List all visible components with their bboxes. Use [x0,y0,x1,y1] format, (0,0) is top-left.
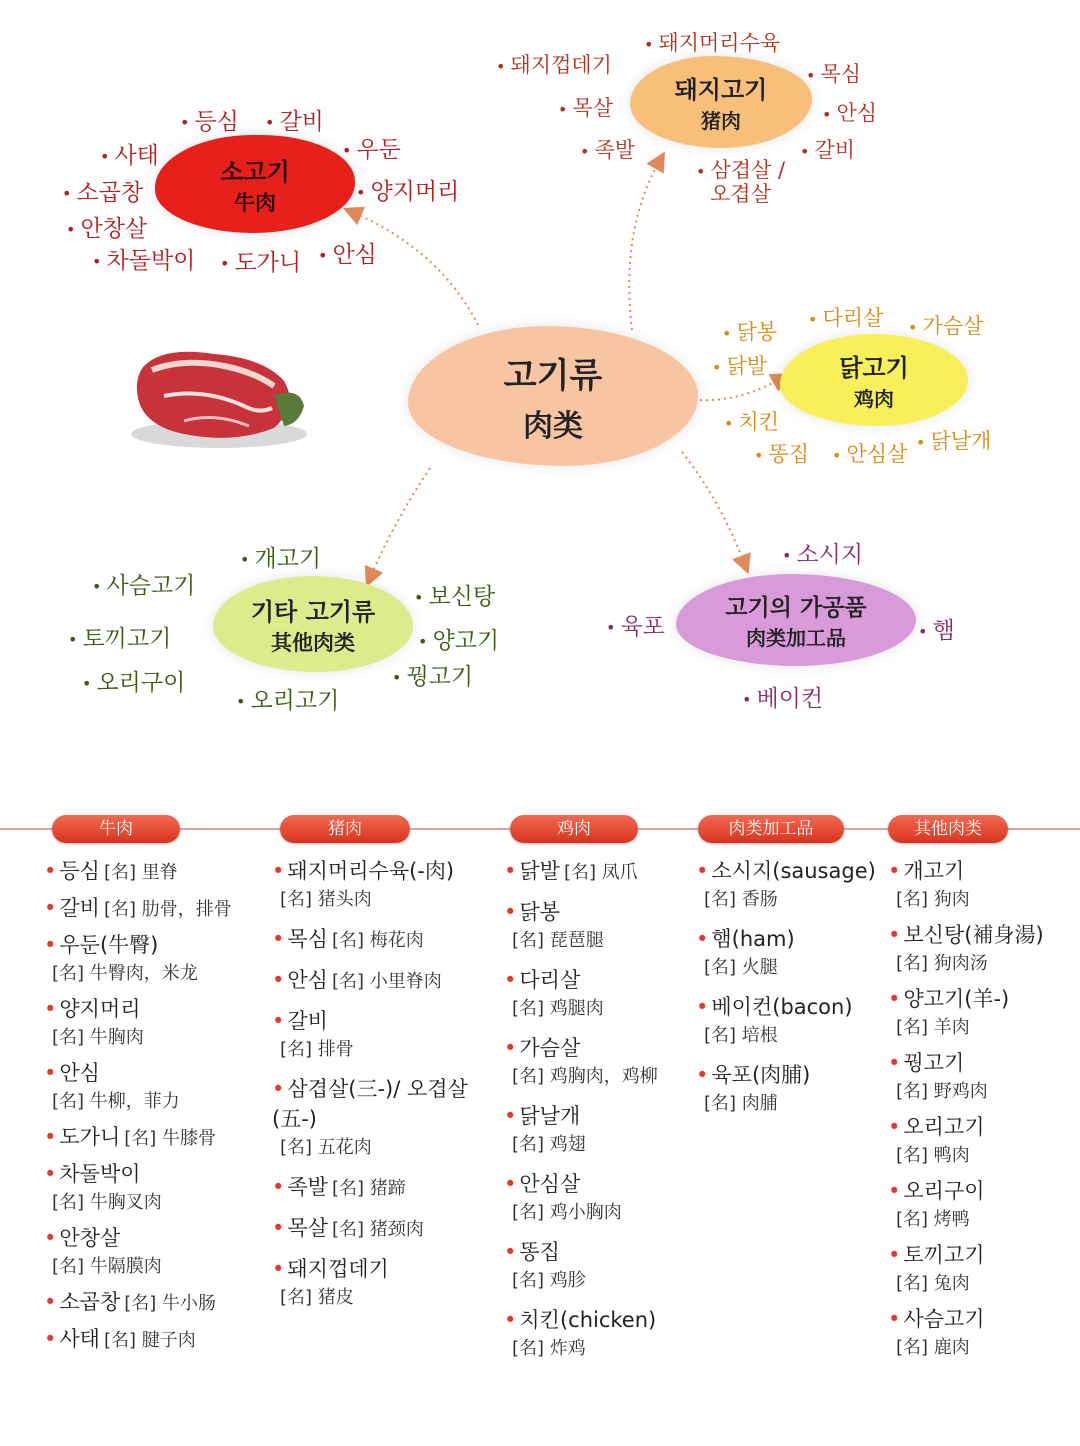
vocab-meaning: [名] 牛小肠 [124,1293,217,1314]
processed-term: • 육포 [606,608,665,641]
other-category [213,576,413,672]
chicken-title-ko: 닭고기 [839,354,909,382]
vocab-meaning: [名] 里脊 [103,862,178,883]
vocab-word: • 사슴고기 [888,1307,985,1331]
other-term: • 사슴고기 [92,567,195,600]
vocab-word: • 양지머리 [44,997,141,1021]
vocab-word: • 돼지껍데기 [272,1257,389,1281]
vocab-word: • 차돌박이 [44,1162,141,1186]
column-header-other: 其他肉类 [888,815,1008,843]
vocab-column-chicken [504,856,694,1373]
beef-term: • 양지머리 [356,173,459,206]
vocab-word: • 족발 [272,1175,328,1199]
vocab-entry [888,1240,1078,1298]
chicken-title-zh: 鸡肉 [854,387,894,411]
chicken-category [780,334,968,426]
vocab-meaning: [名] 培根 [704,1025,778,1046]
other-term: • 오리구이 [82,664,185,697]
processed-term: • 소시지 [782,536,863,569]
vocab-word: • 오리구이 [888,1179,985,1203]
vocab-meaning: [名] 牛膝骨 [124,1128,217,1149]
vocab-entry [272,1172,502,1203]
vocab-meaning: [名] 鸭肉 [896,1145,970,1166]
arrow-to-other [370,468,430,578]
vocab-word: • 햄(ham) [696,927,795,951]
vocab-word: • 안창살 [44,1226,120,1250]
processed-term: • 베이컨 [742,680,823,713]
vocab-entry [272,924,502,955]
vocab-word: • 등심 [44,859,100,883]
vocab-word: • 똥집 [504,1240,560,1264]
vocab-entry [272,1254,502,1312]
vocab-entry [44,1223,274,1281]
vocab-word: • 목심 [272,927,328,951]
vocab-meaning: [名] 腱子肉 [103,1330,196,1351]
chicken-term: • 닭봉 [722,316,777,346]
center-title-zh: 肉类 [523,408,583,444]
vocab-entry [504,1237,694,1295]
vocab-entry [504,1305,694,1363]
other-term: • 양고기 [418,622,499,655]
vocab-word: • 도가니 [44,1125,120,1149]
vocab-word: • 가슴살 [504,1036,580,1060]
vocab-word: • 베이컨(bacon) [696,995,853,1019]
vocab-word: • 치킨(chicken) [504,1308,656,1332]
vocab-entry [504,965,694,1023]
vocab-word: • 꿩고기 [888,1051,964,1075]
vocab-word: • 오리고기 [888,1115,985,1139]
beef-title-zh: 牛肉 [234,190,276,215]
vocab-entry [888,984,1078,1042]
vocab-word: • 삼겹살(三-)/ 오겹살(五-) [272,1077,468,1131]
vocab-column-beef [44,856,274,1361]
other-title-ko: 기타 고기류 [250,597,376,626]
vocab-entry [44,1058,274,1116]
vocab-entry [888,1048,1078,1106]
vocab-meaning: [名] 牛臀肉，米龙 [52,963,198,984]
vocab-word: • 보신탕(補身湯) [888,923,1044,947]
vocab-word: • 토끼고기 [888,1243,985,1267]
vocab-meaning: [名] 猪颈肉 [331,1219,424,1240]
vocab-entry [272,1006,502,1064]
vocab-word: • 돼지머리수육(-肉) [272,859,454,883]
other-term: • 토끼고기 [68,620,171,653]
column-header-processed: 肉类加工品 [698,815,844,843]
beef-term: • 우둔 [342,131,401,164]
chicken-term: • 가슴살 [908,310,983,340]
arrow-to-processed [682,452,745,565]
vocab-word: • 닭봉 [504,900,560,924]
pork-term: • 목심 [806,58,861,88]
vocab-meaning: [名] 鸡翅 [512,1134,586,1155]
vocab-meaning: [名] 鸡小胸肉 [512,1202,622,1223]
vocab-entry [272,1213,502,1244]
pork-title-ko: 돼지고기 [674,76,768,104]
processed-term: • 햄 [918,612,955,645]
vocab-meaning: [名] 肉脯 [704,1093,778,1114]
vocab-entry [888,1176,1078,1234]
vocab-meaning: [名] 肋骨，排骨 [103,899,232,920]
vocab-meaning: [名] 鸡胗 [512,1270,586,1291]
vocab-entry [888,920,1078,978]
vocab-word: • 닭발 [504,859,560,883]
vocab-column-pork [272,856,502,1322]
vocab-word: • 갈비 [272,1009,328,1033]
vocab-word: • 안심 [44,1061,100,1085]
vocab-word: • 안심살 [504,1172,580,1196]
vocab-entry [504,1033,694,1091]
chicken-term: • 닭날개 [916,425,991,455]
beef-term: • 도가니 [220,244,301,277]
beef-title-ko: 소고기 [220,157,290,186]
vocab-word: • 안심 [272,968,328,992]
vocab-entry [44,1324,274,1355]
chicken-term: • 다리살 [808,302,883,332]
chicken-term: • 치킨 [724,406,779,436]
beef-term: • 사태 [100,137,159,170]
vocab-meaning: [名] 鸡腿肉 [512,998,604,1019]
column-header-pork: 猪肉 [280,815,410,843]
vocab-meaning: [名] 小里脊肉 [331,971,442,992]
vocab-entry [272,965,502,996]
vocab-meaning: [名] 狗肉 [896,889,970,910]
steak-image [124,336,314,454]
beef-term: • 차돌박이 [92,242,195,275]
vocab-entry [504,897,694,955]
vocab-meaning: [名] 兔肉 [896,1273,970,1294]
pork-term: • 돼지껍데기 [496,49,612,79]
vocab-meaning: [名] 梅花肉 [331,930,424,951]
vocab-meaning: [名] 牛胸叉肉 [52,1192,162,1213]
vocab-word: • 소곱창 [44,1290,120,1314]
vocab-meaning: [名] 火腿 [704,957,778,978]
vocab-word: • 육포(肉脯) [696,1063,810,1087]
vocab-entry [888,1304,1078,1362]
vocab-meaning: [名] 排骨 [280,1039,354,1060]
other-term: • 오리고기 [236,682,339,715]
vocab-meaning: [名] 猪头肉 [280,889,372,910]
pork-term: • 갈비 [800,134,855,164]
vocab-entry [44,930,274,988]
arrow-to-pork [629,160,660,330]
pork-term-cont: 오겹살 [710,182,771,206]
vocab-entry [696,1060,886,1118]
vocab-meaning: [名] 香肠 [704,889,778,910]
vocab-column-processed [696,856,886,1128]
vocab-meaning: [名] 牛柳，菲力 [52,1091,180,1112]
vocab-entry [44,1287,274,1318]
vocab-word: • 사태 [44,1327,100,1351]
vocab-entry [696,924,886,982]
processed-title-zh: 肉类加工品 [746,626,846,650]
beef-term: • 안창살 [66,210,147,243]
column-header-chicken: 鸡肉 [510,815,638,843]
pork-term: • 목살 [558,92,613,122]
vocab-entry [272,1074,502,1162]
vocab-word: • 소시지(sausage) [696,859,876,883]
vocab-entry [504,1101,694,1159]
vocab-entry [504,856,694,887]
column-header-beef: 牛肉 [52,815,180,843]
other-term: • 보신탕 [414,578,495,611]
beef-term: • 안심 [318,236,377,269]
processed-title-ko: 고기의 가공품 [725,595,867,621]
vocab-meaning: [名] 鸡胸肉，鸡柳 [512,1066,658,1087]
vocab-entry [44,994,274,1052]
pork-term: • 안심 [822,97,877,127]
vocab-meaning: [名] 牛胸肉 [52,1027,144,1048]
pork-term: • 삼겹살 / [696,154,785,184]
vocab-entry [44,1159,274,1217]
vocab-meaning: [名] 牛隔膜肉 [52,1256,162,1277]
vocab-word: • 닭날개 [504,1104,580,1128]
vocab-word: • 개고기 [888,859,964,883]
vocab-entry [44,893,274,924]
center-category [408,326,698,466]
vocab-word: • 다리살 [504,968,580,992]
beef-category [155,135,355,233]
vocab-meaning: [名] 猪蹄 [331,1178,406,1199]
vocab-column-other [888,856,1078,1368]
center-title-ko: 고기류 [503,355,603,396]
processed-category [676,574,916,666]
vocab-meaning: [名] 凤爪 [563,862,638,883]
other-term: • 꿩고기 [392,658,473,691]
chicken-term: • 똥집 [754,438,809,468]
vocab-entry [504,1169,694,1227]
arrow-to-chicken [700,378,782,400]
vocab-entry [888,1112,1078,1170]
vocab-meaning: [名] 琵琶腿 [512,930,604,951]
vocab-entry [696,992,886,1050]
vocab-entry [272,856,502,914]
chicken-term: • 닭발 [712,350,767,380]
beef-term: • 소곱창 [62,174,143,207]
vocab-word: • 양고기(羊-) [888,987,1009,1011]
vocab-entry [44,856,274,887]
vocab-meaning: [名] 野鸡肉 [896,1081,988,1102]
vocab-meaning: [名] 羊肉 [896,1017,970,1038]
beef-term: • 갈비 [265,103,324,136]
vocab-meaning: [名] 猪皮 [280,1287,354,1308]
other-title-zh: 其他肉类 [271,630,355,655]
vocab-meaning: [名] 炸鸡 [512,1338,586,1359]
other-term: • 개고기 [240,540,321,573]
vocab-meaning: [名] 五花肉 [280,1137,372,1158]
vocab-entry [888,856,1078,914]
beef-term: • 등심 [180,103,239,136]
vocab-entry [696,856,886,914]
vocab-entry [44,1122,274,1153]
vocab-meaning: [名] 狗肉汤 [896,953,988,974]
vocab-meaning: [名] 烤鸭 [896,1209,970,1230]
pork-term: • 돼지머리수육 [644,27,780,57]
vocab-word: • 목살 [272,1216,328,1240]
pork-term: • 족발 [580,134,635,164]
vocab-meaning: [名] 鹿肉 [896,1337,970,1358]
vocab-word: • 갈비 [44,896,100,920]
chicken-term: • 안심살 [832,438,907,468]
pork-title-zh: 猪肉 [701,109,741,133]
vocab-word: • 우둔(牛臀) [44,933,158,957]
